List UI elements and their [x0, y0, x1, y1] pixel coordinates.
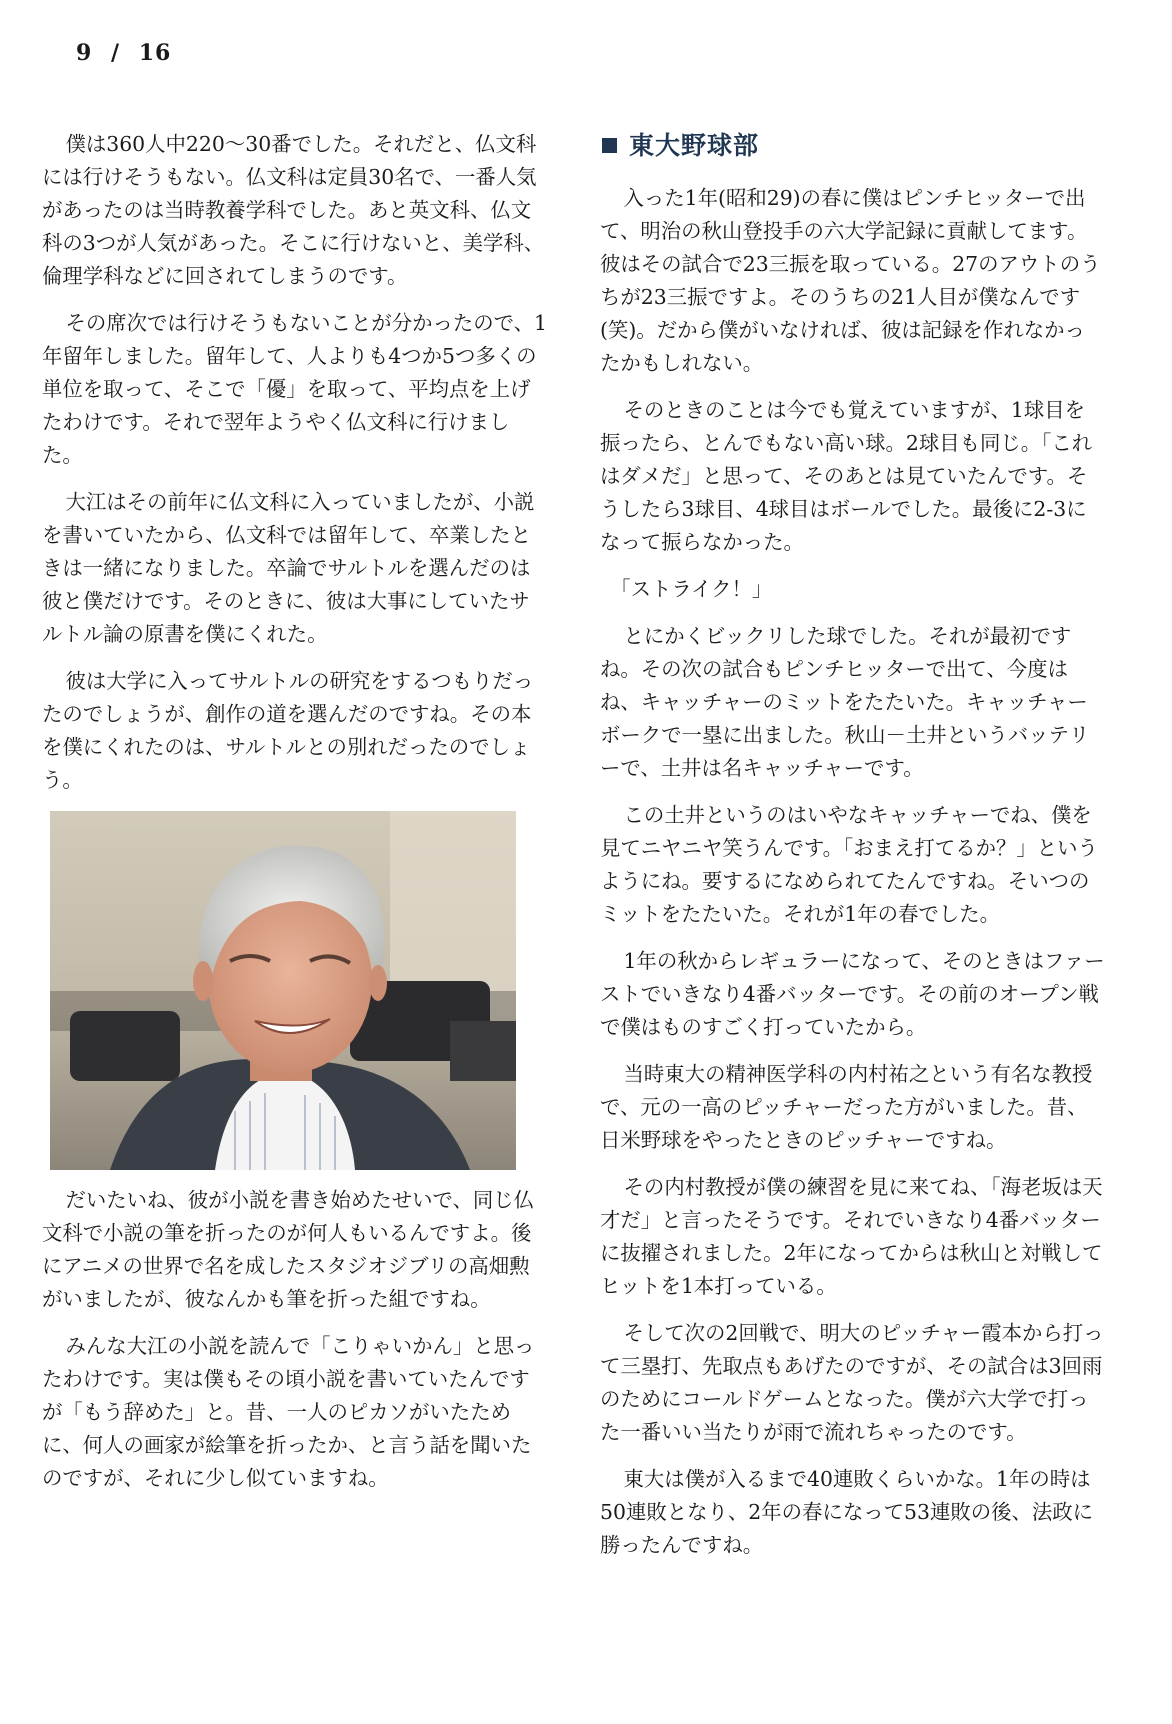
- left-column: [42, 128, 547, 1509]
- paragraph: 大江はその前年に仏文科に入っていましたが、小説を書いていたから、仏文科では留年して、卒業したときは一緒になりました。卒論でサルトルを選んだのは彼と僕だけです。そのときに、彼は大事にしていたサルトル論の原書を僕にくれた。: [42, 490, 535, 646]
- paragraph: 僕は360人中220〜30番でした。それだと、仏文科には行けそうもない。仏文科は定員30名で、一番人気があったのは当時教養学科でした。あと英文科、仏文科の3つが人気があった。そこに行けないと、美学科、倫理学科などに回されてしまうのです。: [42, 132, 545, 288]
- quote-paragraph: 「ストライク！」: [610, 577, 773, 601]
- section-heading: [600, 128, 1105, 162]
- paragraph: 1年の秋からレギュラーになって、そのときはファーストでいきなり4番バッターです。その前のオープン戦で僕はものすごく打っていたから。: [600, 949, 1105, 1039]
- page-number: [76, 40, 171, 66]
- page-separator: /: [110, 40, 121, 66]
- right-column: [600, 128, 1105, 1576]
- paragraph: 彼は大学に入ってサルトルの研究をするつもりだったのでしょうが、創作の道を選んだのですね。その本を僕にくれたのは、サルトルとの別れだったのでしょう。: [42, 669, 534, 792]
- paragraph: その席次では行けそうもないことが分かったので、1年留年しました。留年して、人よりも4つか5つ多くの単位を取って、そこで「優」を取って、平均点を上げたわけです。それで翌年ようやく仏文科に行けました。: [42, 311, 548, 467]
- section-title: 東大野球部: [629, 130, 760, 160]
- paragraph: 入った1年(昭和29)の春に僕はピンチヒッターで出て、明治の秋山登投手の六大学記録に貢献してます。彼はその試合で23三振を取っている。27のアウトのうちが23三振ですよ。そのうちの21人目が僕なんです(笑)。だから僕がいなければ、彼は記録を作れなかったかもしれない。: [600, 186, 1101, 375]
- paragraph: 当時東大の精神医学科の内村祐之という有名な教授で、元の一高のピッチャーだった方がいました。昔、日米野球をやったときのピッチャーですね。: [600, 1062, 1093, 1152]
- page-total: 16: [138, 40, 172, 66]
- paragraph: そのときのことは今でも覚えていますが、1球目を振ったら、とんでもない高い球。2球目も同じ。「これはダメだ」と思って、そのあとは見ていたんです。そうしたら3球目、4球目はボールでした。最後に2-3になって振らなかった。: [600, 398, 1093, 554]
- portrait-photo: [50, 811, 516, 1170]
- paragraph: この土井というのはいやなキャッチャーでね、僕を見てニヤニヤ笑うんです。「おまえ打てるか？」というようにね。要するになめられてたんですね。そいつのミットをたたいた。それが1年の春でした。: [600, 803, 1098, 926]
- paragraph: みんな大江の小説を読んで「こりゃいかん」と思ったわけです。実は僕もその頃小説を書いていたんですが「もう辞めた」と。昔、一人のピカソがいたために、何人の画家が絵筆を折ったか、と言う話を聞いたのですが、それに少し似ていますね。: [42, 1334, 535, 1490]
- paragraph: その内村教授が僕の練習を見に来てね、「海老坂は天才だ」と言ったそうです。それでいきなり4番バッターに抜擢されました。2年になってからは秋山と対戦してヒットを1本打っている。: [600, 1175, 1103, 1298]
- paragraph: だいたいね、彼が小説を書き始めたせいで、同じ仏文科で小説の筆を折ったのが何人もいるんですよ。後にアニメの世界で名を成したスタジオジブリの高畑勲がいましたが、彼なんかも筆を折った組ですね。: [42, 1188, 535, 1311]
- paragraph: とにかくビックリした球でした。それが最初ですね。その次の試合もピンチヒッターで出て、今度はね、キャッチャーのミットをたたいた。キャッチャーボークで一塁に出ました。秋山－土井というバッテリーで、土井は名キャッチャーです。: [600, 624, 1090, 780]
- square-bullet-icon: [602, 138, 617, 153]
- portrait-illustration: [50, 811, 516, 1170]
- page-current: 9: [76, 40, 93, 66]
- paragraph: そして次の2回戦で、明大のピッチャー霞本から打って三塁打、先取点もあげたのですが、その試合は3回雨のためにコールドゲームとなった。僕が六大学で打った一番いい当たりが雨で流れちゃったのです。: [600, 1321, 1104, 1444]
- paragraph: 東大は僕が入るまで40連敗くらいかな。1年の時は50連敗となり、2年の春になって53連敗の後、法政に勝ったんですね。: [600, 1467, 1094, 1557]
